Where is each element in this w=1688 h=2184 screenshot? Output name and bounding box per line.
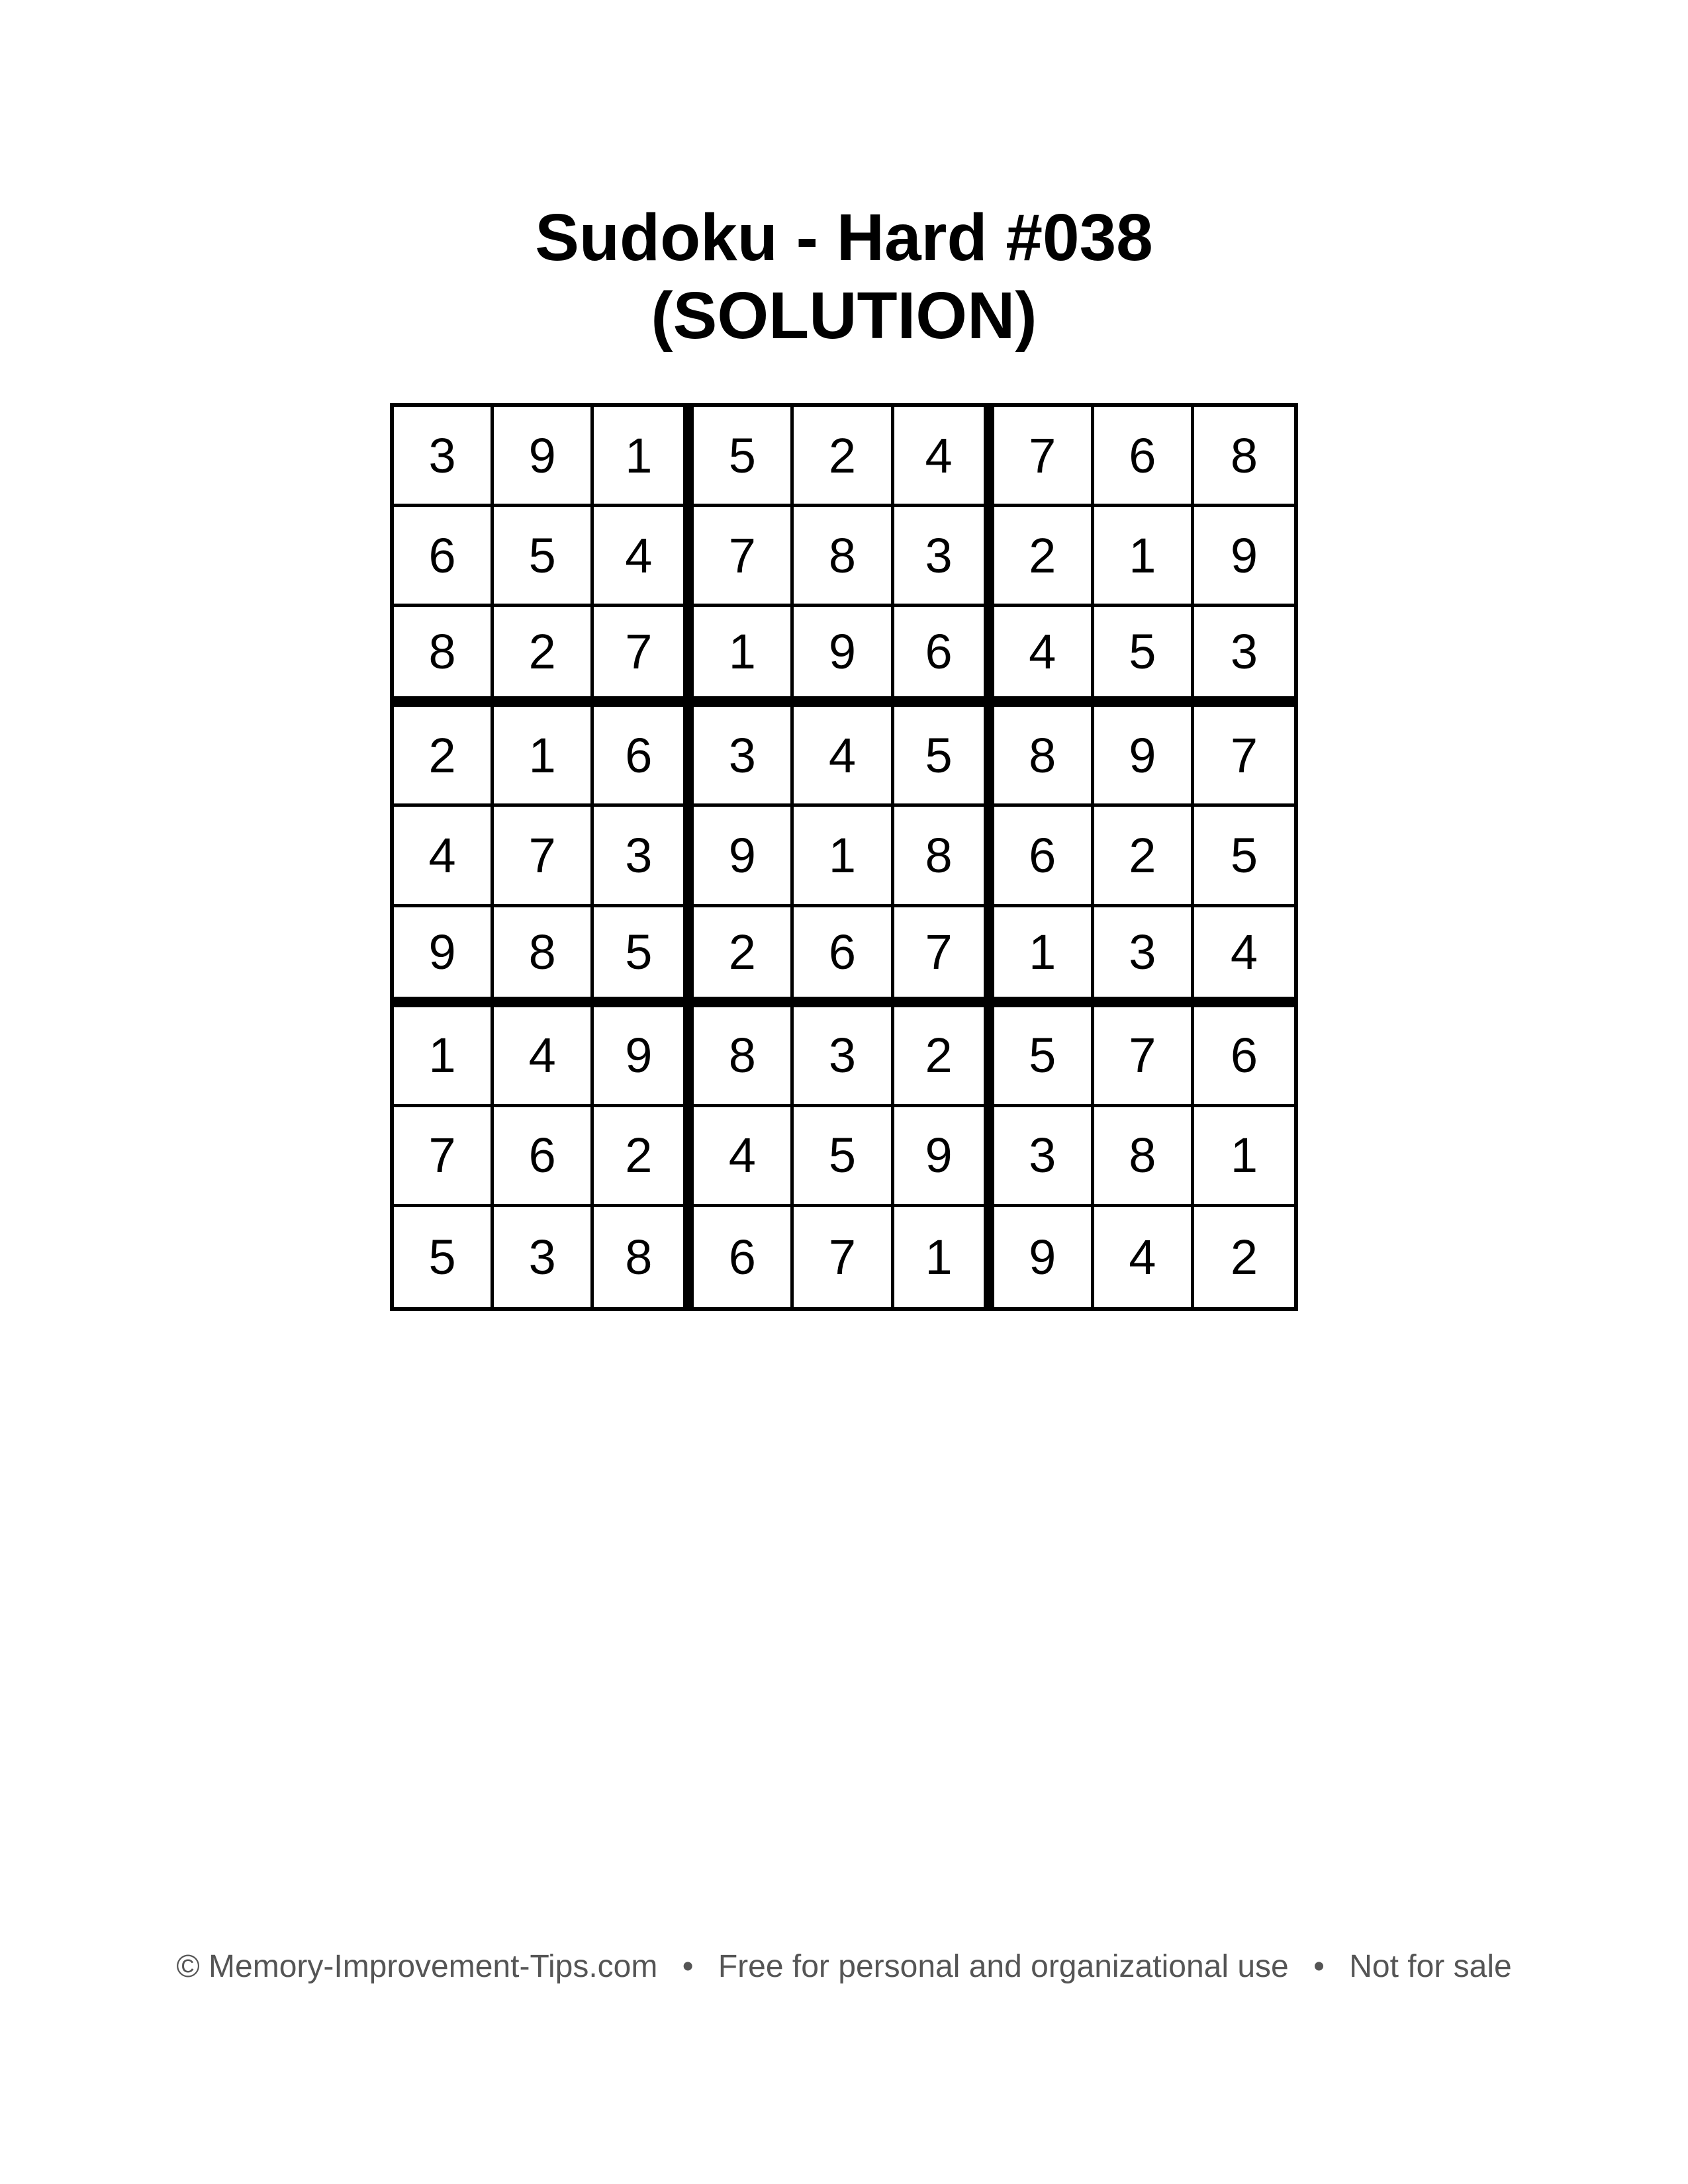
sudoku-cell-r1-c8: 6 <box>1094 407 1194 507</box>
sudoku-cell-r7-c2: 4 <box>494 1007 594 1107</box>
sudoku-cell-r1-c9: 8 <box>1194 407 1294 507</box>
sudoku-cell-r4-c4: 3 <box>694 707 794 807</box>
sudoku-cell-r2-c5: 8 <box>794 507 894 607</box>
sudoku-cell-r4-c5: 4 <box>794 707 894 807</box>
sudoku-cell-r7-c3: 9 <box>594 1007 694 1107</box>
footer-usage: Free for personal and organizational use <box>718 1949 1289 1984</box>
sudoku-cell-r7-c8: 7 <box>1094 1007 1194 1107</box>
sudoku-cell-r7-c9: 6 <box>1194 1007 1294 1107</box>
sudoku-cell-r6-c2: 8 <box>494 907 594 1007</box>
page-title <box>0 199 1688 355</box>
sudoku-cell-r4-c2: 1 <box>494 707 594 807</box>
sudoku-cell-r6-c8: 3 <box>1094 907 1194 1007</box>
sudoku-cell-r5-c1: 4 <box>394 807 494 907</box>
sudoku-cell-r3-c6: 6 <box>894 607 994 707</box>
sudoku-cell-r7-c5: 3 <box>794 1007 894 1107</box>
sudoku-cell-r3-c8: 5 <box>1094 607 1194 707</box>
sudoku-cell-r8-c1: 7 <box>394 1107 494 1207</box>
sudoku-cell-r8-c9: 1 <box>1194 1107 1294 1207</box>
sudoku-cell-r5-c7: 6 <box>994 807 1094 907</box>
sudoku-cell-r7-c4: 8 <box>694 1007 794 1107</box>
sudoku-cell-r8-c8: 8 <box>1094 1107 1194 1207</box>
sudoku-cell-r6-c4: 2 <box>694 907 794 1007</box>
sudoku-cell-r1-c1: 3 <box>394 407 494 507</box>
sudoku-cell-r4-c7: 8 <box>994 707 1094 807</box>
sudoku-cell-r1-c7: 7 <box>994 407 1094 507</box>
sudoku-cell-r7-c6: 2 <box>894 1007 994 1107</box>
sudoku-cell-r9-c9: 2 <box>1230 1229 1258 1285</box>
sudoku-cell-r5-c5: 1 <box>794 807 894 907</box>
sudoku-cell-r5-c6: 8 <box>894 807 994 907</box>
sudoku-cell-r2-c3: 4 <box>594 507 694 607</box>
sudoku-cell-r4-c6: 5 <box>894 707 994 807</box>
sudoku-cell-r2-c2: 5 <box>494 507 594 607</box>
sudoku-cell-r5-c4: 9 <box>694 807 794 907</box>
sudoku-cell-r4-c9: 7 <box>1194 707 1294 807</box>
sudoku-cell-r8-c3: 2 <box>594 1107 694 1207</box>
sudoku-cell-r2-c6: 3 <box>894 507 994 607</box>
sudoku-cell-r9-c4: 6 <box>694 1207 794 1307</box>
sudoku-cell-r3-c5: 9 <box>794 607 894 707</box>
footer-separator-2: • <box>1313 1949 1325 1984</box>
sudoku-cell-r3-c3: 7 <box>594 607 694 707</box>
footer-sale: Not for sale <box>1349 1949 1512 1984</box>
sudoku-cell-r5-c2: 7 <box>494 807 594 907</box>
sudoku-cell-r9-c3: 8 <box>594 1207 694 1307</box>
sudoku-cell-r8-c7: 3 <box>994 1107 1094 1207</box>
sudoku-cell-r1-c3: 1 <box>594 407 694 507</box>
footer-copyright: © Memory-Improvement-Tips.com <box>176 1949 658 1984</box>
sudoku-cell-r9-c1: 5 <box>394 1207 494 1307</box>
sudoku-cell-r8-c2: 6 <box>494 1107 594 1207</box>
sudoku-cell-r3-c1: 8 <box>394 607 494 707</box>
title-line-1: Sudoku - Hard #038 <box>535 201 1153 275</box>
sudoku-cell-r6-c5: 6 <box>794 907 894 1007</box>
sudoku-cell-r2-c4: 7 <box>694 507 794 607</box>
sudoku-cell-r9-c8: 4 <box>1094 1207 1194 1307</box>
sudoku-cell-r1-c4: 5 <box>694 407 794 507</box>
sudoku-cell-r7-c7: 5 <box>994 1007 1094 1107</box>
sudoku-cell-r2-c9: 9 <box>1194 507 1294 607</box>
sudoku-cell-r3-c9: 3 <box>1194 607 1294 707</box>
sudoku-cell-r5-c9: 5 <box>1194 807 1294 907</box>
footer-separator-1: • <box>682 1949 694 1984</box>
sudoku-cell-r6-c3: 5 <box>594 907 694 1007</box>
sudoku-cell-r6-c1: 9 <box>394 907 494 1007</box>
sudoku-cell-r9-c7: 9 <box>994 1207 1094 1307</box>
sudoku-cell-r3-c2: 2 <box>494 607 594 707</box>
sudoku-cell-r4-c3: 6 <box>594 707 694 807</box>
sudoku-cell-r7-c1: 1 <box>394 1007 494 1107</box>
sudoku-cell-r2-c1: 6 <box>394 507 494 607</box>
title-line-2: (SOLUTION) <box>651 279 1037 353</box>
sudoku-cell-r4-c1: 2 <box>394 707 494 807</box>
sudoku-cell-r4-c8: 9 <box>1094 707 1194 807</box>
sudoku-cell-r1-c6: 4 <box>894 407 994 507</box>
sudoku-cell-r6-c6: 7 <box>894 907 994 1007</box>
sudoku-cell-r8-c5: 5 <box>794 1107 894 1207</box>
sudoku-cell-r3-c7: 4 <box>994 607 1094 707</box>
sudoku-cell-r6-c9: 4 <box>1194 907 1294 1007</box>
sudoku-cell-r2-c7: 2 <box>994 507 1094 607</box>
sudoku-cell-r5-c8: 2 <box>1094 807 1194 907</box>
sudoku-cell-r9-c6: 1 <box>894 1207 994 1307</box>
sudoku-cell-r2-c8: 1 <box>1094 507 1194 607</box>
sudoku-cell-r8-c4: 4 <box>694 1107 794 1207</box>
sudoku-cell-r1-c5: 2 <box>794 407 894 507</box>
sudoku-cell-r9-c2: 3 <box>494 1207 594 1307</box>
sudoku-cell-r3-c4: 1 <box>694 607 794 707</box>
footer <box>0 1947 1688 1987</box>
sudoku-cell-r1-c2: 9 <box>494 407 594 507</box>
sudoku-cell-r5-c3: 3 <box>594 807 694 907</box>
sudoku-cell-r9-c5: 7 <box>794 1207 894 1307</box>
sudoku-grid <box>390 403 1298 1311</box>
sudoku-cell-r8-c6: 9 <box>894 1107 994 1207</box>
sudoku-cell-r6-c7: 1 <box>994 907 1094 1007</box>
